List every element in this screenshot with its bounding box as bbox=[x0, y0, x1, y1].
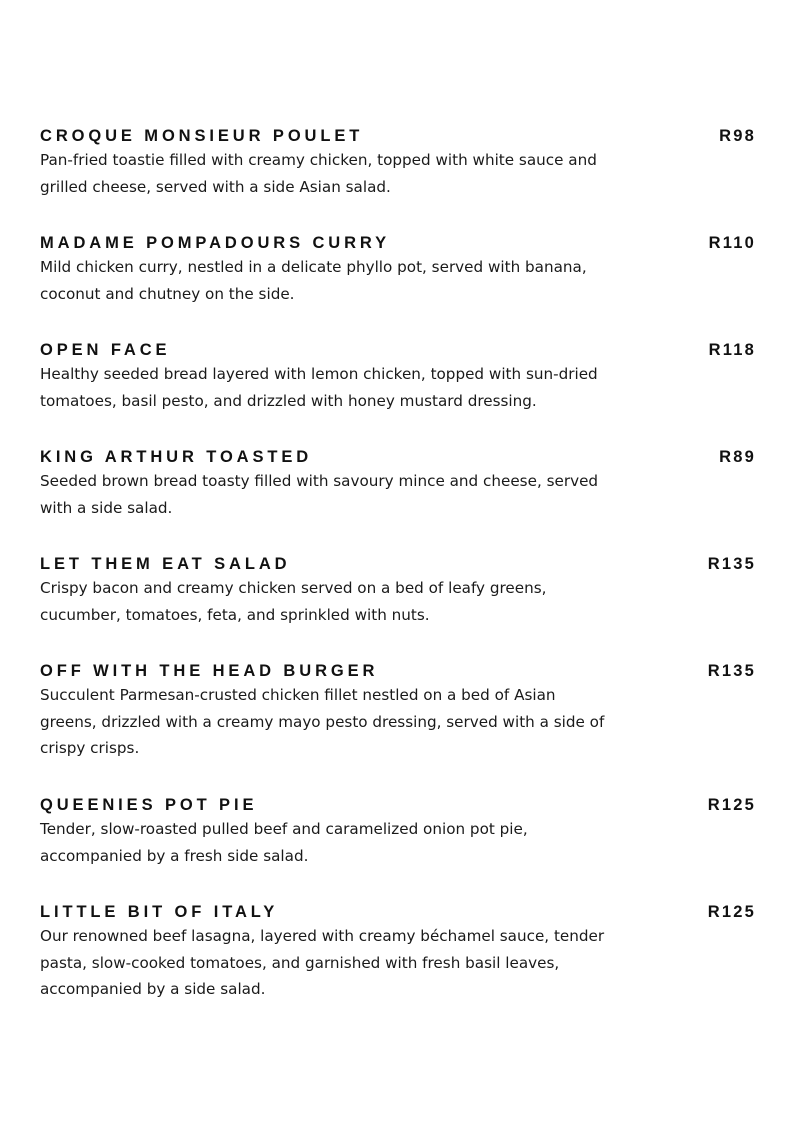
menu-item bbox=[40, 553, 756, 660]
menu-list bbox=[40, 125, 756, 1008]
menu-item-price: R125 bbox=[707, 903, 756, 921]
menu-item-description: Crispy bacon and creamy chicken served on a bed of leafy greens, cucumber, tomatoes, feta, and sprinkled with nuts. bbox=[40, 579, 547, 624]
menu-item-description: Seeded brown bread toasty filled with savoury mince and cheese, served with a side salad. bbox=[40, 472, 599, 517]
menu-item-name: KING ARTHUR TOASTED bbox=[40, 448, 313, 466]
menu-item-name: QUEENIES POT PIE bbox=[40, 796, 258, 814]
menu-item-name: CROQUE MONSIEUR POULET bbox=[40, 127, 364, 145]
menu-item-price: R98 bbox=[719, 127, 756, 145]
menu-item-price: R110 bbox=[708, 234, 756, 252]
menu-item-description: Mild chicken curry, nestled in a delicate phyllo pot, served with banana, coconut and chutney on the side. bbox=[40, 258, 587, 303]
menu-item-name: OFF WITH THE HEAD BURGER bbox=[40, 662, 379, 680]
menu-item-name: LET THEM EAT SALAD bbox=[40, 555, 291, 573]
menu-item bbox=[40, 232, 756, 339]
menu-item-description: Pan-fried toastie filled with creamy chicken, topped with white sauce and grilled cheese, served with a side Asian salad. bbox=[40, 151, 597, 196]
menu-item-price: R89 bbox=[719, 448, 756, 466]
menu-item-price: R135 bbox=[707, 662, 756, 680]
menu-item bbox=[40, 446, 756, 553]
menu-item-name: LITTLE BIT OF ITALY bbox=[40, 903, 279, 921]
menu-item-name: OPEN FACE bbox=[40, 341, 171, 359]
menu-item-description: Our renowned beef lasagna, layered with creamy béchamel sauce, tender pasta, slow-cooked tomatoes, and garnished with fresh basil leaves, accompanied by a side salad. bbox=[40, 927, 605, 998]
menu-item bbox=[40, 794, 756, 901]
menu-item-description: Healthy seeded bread layered with lemon chicken, topped with sun-dried tomatoes, basil pesto, and drizzled with honey mustard dressing. bbox=[40, 365, 598, 410]
menu-item bbox=[40, 660, 756, 794]
menu-item-price: R135 bbox=[707, 555, 756, 573]
menu-item-description: Succulent Parmesan-crusted chicken fillet nestled on a bed of Asian greens, drizzled with a creamy mayo pesto dressing, served with a side of crispy crisps. bbox=[40, 686, 605, 757]
menu-item bbox=[40, 339, 756, 446]
menu-item-name: MADAME POMPADOURS CURRY bbox=[40, 234, 391, 252]
menu-item-price: R118 bbox=[708, 341, 756, 359]
menu-item bbox=[40, 901, 756, 1008]
menu-item-price: R125 bbox=[707, 796, 756, 814]
menu-item-description: Tender, slow-roasted pulled beef and caramelized onion pot pie, accompanied by a fresh side salad. bbox=[40, 820, 528, 865]
menu-item bbox=[40, 125, 756, 232]
